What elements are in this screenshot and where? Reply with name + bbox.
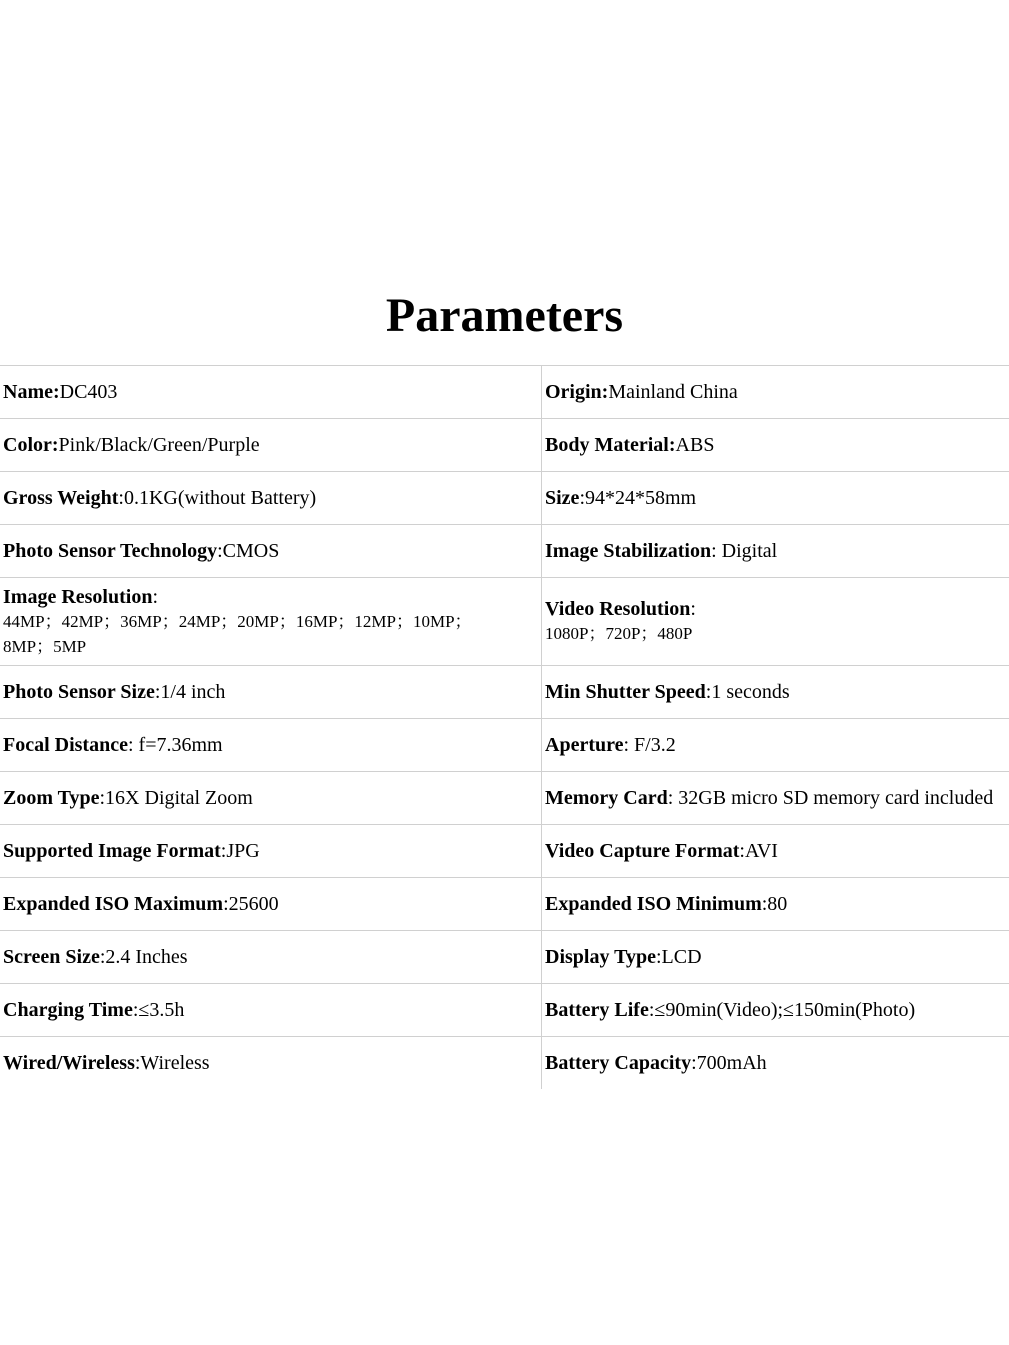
param-label: Photo Sensor Technology [3,540,218,562]
param-cell-video-capture-format [542,825,1009,878]
param-value: : [690,598,696,620]
param-sub-value: 44MP；42MP；36MP；24MP；20MP；16MP；12MP；10MP；8MP；5MP [3,611,472,656]
param-cell-focal-distance [0,719,542,772]
param-value: :LCD [655,946,702,968]
param-label: Color: [3,434,59,456]
param-cell-battery-capacity [542,1037,1009,1090]
param-cell-video-resolution [542,578,1009,666]
param-label: Expanded ISO Minimum [545,893,762,915]
param-value: :Wireless [134,1052,210,1074]
table-row [0,578,1009,666]
param-value: :AVI [739,840,778,862]
param-cell-zoom-type [0,772,542,825]
param-value: : F/3.2 [623,734,676,756]
param-cell-image-resolution [0,578,542,666]
param-cell-body-material [542,419,1009,472]
param-sub-value: 1080P；720P；480P [545,624,693,643]
param-cell-gross-weight [0,472,542,525]
param-value: :≤90min(Video);≤150min(Photo) [648,999,916,1021]
param-label: Aperture [545,734,624,756]
param-value: : 32GB micro SD memory card included [667,787,994,809]
param-value: :1 seconds [705,681,790,703]
param-cell-iso-maximum [0,878,542,931]
param-value: :25600 [223,893,279,915]
param-label: Focal Distance [3,734,128,756]
param-label: Min Shutter Speed [545,681,706,703]
param-cell-memory-card [542,772,1009,825]
param-value: :16X Digital Zoom [99,787,253,809]
param-value: :2.4 Inches [99,946,188,968]
param-cell-iso-minimum [542,878,1009,931]
param-value: DC403 [59,381,118,403]
param-value: :CMOS [217,540,280,562]
param-cell-photo-sensor-technology [0,525,542,578]
param-value: ABS [675,434,715,456]
param-cell-wired-wireless [0,1037,542,1090]
param-label: Name: [3,381,60,403]
param-value: :0.1KG(without Battery) [118,487,317,509]
table-row [0,1037,1009,1090]
param-label: Image Resolution [3,585,153,608]
param-label: Memory Card [545,787,668,809]
table-row [0,984,1009,1037]
param-cell-size [542,472,1009,525]
table-row [0,772,1009,825]
param-cell-charging-time [0,984,542,1037]
param-label: Zoom Type [3,787,100,809]
param-cell-min-shutter-speed [542,666,1009,719]
param-cell-origin [542,366,1009,419]
param-label: Image Stabilization [545,540,712,562]
param-cell-color [0,419,542,472]
param-value: Pink/Black/Green/Purple [58,434,260,456]
table-row [0,666,1009,719]
param-label: Expanded ISO Maximum [3,893,224,915]
param-cell-display-type [542,931,1009,984]
param-value: Mainland China [608,381,738,403]
table-row [0,719,1009,772]
param-value: :1/4 inch [154,681,226,703]
param-value: :94*24*58mm [579,487,697,509]
param-cell-image-stabilization [542,525,1009,578]
table-row [0,366,1009,419]
param-value: : f=7.36mm [127,734,223,756]
param-value: :700mAh [691,1052,767,1074]
table-row [0,472,1009,525]
parameters-table [0,365,1009,1089]
param-label: Wired/Wireless [3,1052,135,1074]
param-value: : [152,585,159,608]
param-label: Supported Image Format [3,840,221,862]
table-row [0,825,1009,878]
param-cell-screen-size [0,931,542,984]
param-value: :≤3.5h [132,999,185,1021]
table-row [0,419,1009,472]
param-label: Body Material: [545,434,676,456]
param-cell-supported-image-format [0,825,542,878]
param-label: Charging Time [3,999,133,1021]
param-cell-battery-life [542,984,1009,1037]
param-value: : Digital [711,540,778,562]
param-label: Battery Life [545,999,649,1021]
param-label: Screen Size [3,946,100,968]
param-label: Photo Sensor Size [3,681,155,703]
param-label: Video Capture Format [545,840,740,862]
table-row [0,931,1009,984]
param-cell-aperture [542,719,1009,772]
param-label: Size [545,487,580,509]
param-label: Battery Capacity [545,1052,692,1074]
param-label: Gross Weight [3,487,119,509]
param-label: Video Resolution [545,598,691,620]
param-label: Display Type [545,946,656,968]
param-cell-name [0,366,542,419]
param-value: :JPG [220,840,260,862]
page-title: Parameters [385,289,624,342]
table-row [0,525,1009,578]
table-row [0,878,1009,931]
param-label: Origin: [545,381,609,403]
param-value: :80 [761,893,788,915]
param-cell-photo-sensor-size [0,666,542,719]
